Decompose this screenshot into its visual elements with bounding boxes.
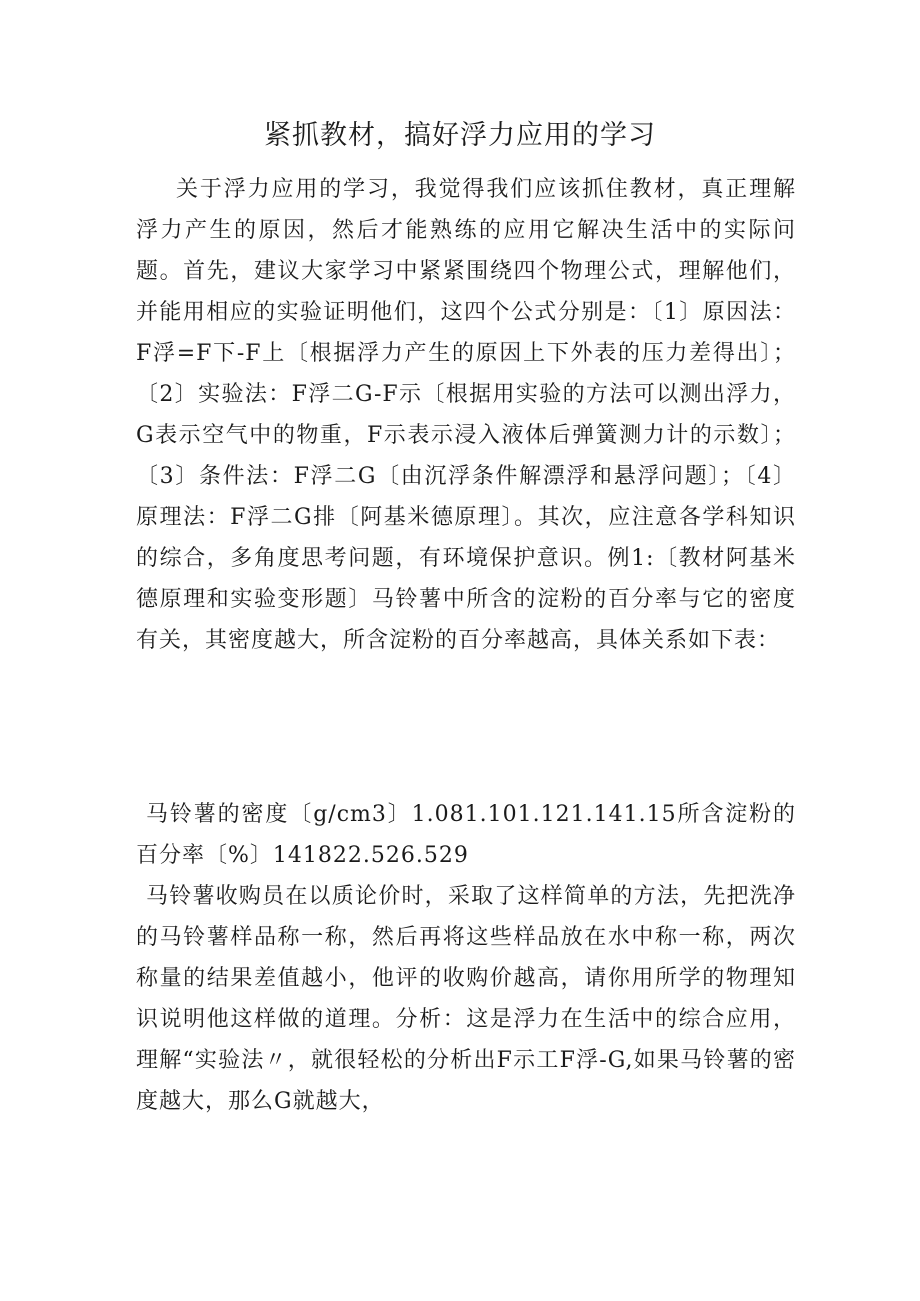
paragraph-analysis: 马铃薯收购员在以质论价时，采取了这样简单的方法，先把洗净的马铃薯样品称一称，然后再将这些样品放在水中称一称，两次称量的结果差值越小，他评的收购价越高，请你用所学的物理知识说明他这样做的道理。分析：这是浮力在生活中的综合应用，理解“实验法〃，就很轻松的分析出F示工F浮-G,如果马铃薯的密度越大，那么G就越大，: [136, 884, 796, 1114]
paragraph-intro: 关于浮力应用的学习，我觉得我们应该抓住教材，真正理解浮力产生的原因，然后才能熟练的应用它解决生活中的实际问题。首先，建议大家学习中紧紧围绕四个物理公式，理解他们，并能用相应的实验证明他们，这四个公式分别是：〔1〕原因法：F浮=F下-F上〔根据浮力产生的原因上下外表的压力差得出〕；〔2〕实验法：F浮二G-F示〔根据用实验的方法可以测出浮力，G表示空气中的物重，F示表示浸入液体后弹簧测力计的示数〕；〔3〕条件法：F浮二G〔由沉浮条件解漂浮和悬浮问题〕；〔4〕原理法：F浮二G排〔阿基米德原理〕。其次，应注意各学科知识的综合，多角度思考问题，有环境保护意识。例1:〔教材阿基米德原理和实验变形题〕马铃薯中所含的淀粉的百分率与它的密度有关，其密度越大，所含淀粉的百分率越高，具体关系如下表：: [136, 177, 796, 653]
document-title: 紧抓教材，搞好浮力应用的学习: [264, 120, 656, 151]
paragraph-table-data: 马铃薯的密度〔g/cm3〕1.081.101.121.141.15所含淀粉的百分率〔%〕141822.526.529: [136, 802, 796, 868]
